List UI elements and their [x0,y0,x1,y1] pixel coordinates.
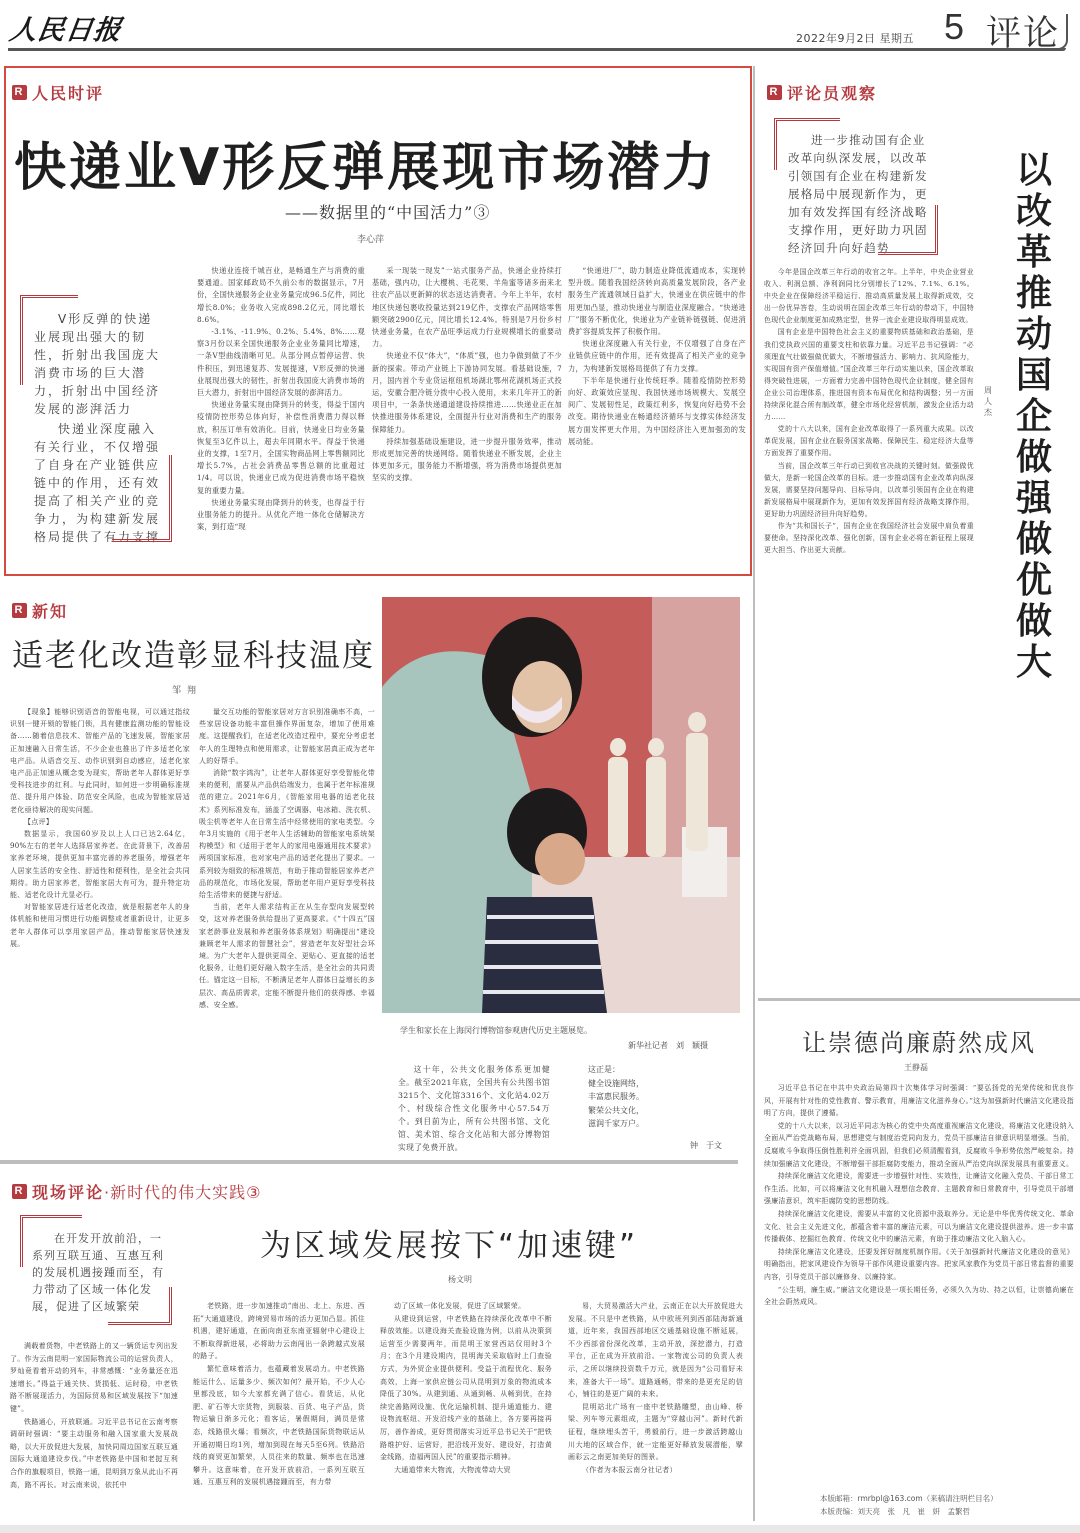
top-article-column-1 [197,265,365,571]
paragraph: 持续深化廉洁文化建设，需要进一步增强针对性、实效性，让廉洁文化融入党员、干部日常工作生活。比如，可以将廉洁文化有机融入理想信念教育、主题教育和日常教育中，引导党员干部增强廉洁意识，筑牢拒腐防变的思想防线。 [764,1172,1074,1206]
kicker-series-label: ·新时代的伟大实践③ [104,1183,262,1202]
culture-stats-text [398,1063,550,1153]
poem [588,1063,644,1131]
paragraph: 下半年是快递行业传统旺季。随着疫情防控形势向好、政策效应显现、我国快递市场规模大、发展空间广、发展韧性足，政策红利多，恢复向好趋势不会改变。期待快递业在畅通经济循环与支撑实体经济发展方面发挥更大作用，为中国经济注入更加强劲的发展动能。 [568,375,746,446]
quote-bracket-bottom-right [108,1287,172,1325]
observer-author: 周人杰 [984,386,992,417]
footer-editors: 本版责编：刘天亮 张 凡 崔 妍 孟繁哲 [820,1507,970,1516]
r-logo-icon: R [12,85,27,100]
paragraph: 快递业务量实现由降到升的转变，得益于国内疫情防控形势总体向好，补偿性消费潜力得以释放，积压订单有效消化。目前，快递业日均业务量恢复至3亿件以上，超去年同期水平。得益于快递业的支撑，1至7月，全国实物商品网上零售额同比增长5.7%，占社会消费品零售总额的比重超过1/4。可以说，快递业已成为促进消费市场平稳恢复的重要力量。 [197,400,365,495]
region-headline[interactable]: 为区域发展按下“加速键” [260,1228,639,1264]
paragraph: 作为“共和国长子”，国有企业在我国经济社会发展中肩负着重要使命。坚持深化改革、强化创新，国有企业必将在新征程上展现更大担当、作出更大贡献。 [764,521,974,555]
quote-bracket-bottom-right [112,455,172,542]
xinzhi-column-1 [10,706,190,1126]
paragraph: “公生明，廉生威。”廉洁文化建设是一项长期任务，必须久久为功、持之以恒，让崇德尚廉在全社会蔚然成风。 [764,1285,1074,1307]
lian-headline[interactable]: 让崇德尚廉蔚然成风 [802,1029,1036,1057]
observer-kicker [767,81,877,104]
kicker-label: 评论员观察 [787,84,878,103]
paragraph: 快递业深度融入有关行业，不仅增强了自身在产业链供应链中的作用，还有效提高了相关产业的竞争力，为构建新发展格局提供了有力支撑。 [568,339,746,373]
top-article-author: 李心萍 [357,235,385,245]
paragraph: 易，大贸易激活大产业，云南正在以大开放促进大发展。不只是中老铁路，从中欧班列到西部陆海新通道，近年来，我国西部地区交通基础设施不断延展，不少西部省份深化改革，主动开放，深挖潜力，打造平台，正在成为开放前沿。一家物流公司的负责人表示，之所以继续投资数千万元，就是因为“公司看好未来，准备大干一场”。道路通畅，带来的是更充足的信心，铺往的是更广阔的未来。 [568,1302,743,1399]
paragraph: 这十年，公共文化服务体系更加健全。截至2021年底，全国共有公共图书馆3215个、文化馆3316个、文化站4.02万个、村级综合性文化服务中心57.54万个。到目前为止，所有公共图书馆、文化馆、美术馆、综合文化站和大部分博物馆实现了免费开放。 [398,1065,550,1152]
museum-photo[interactable] [382,597,740,1013]
xinzhi-kicker [12,599,68,622]
paragraph: 满载着货物，中老铁路上的又一辆货运专列出发了。作为云南昆明一家国际物流公司的运营负责人，罗灿竟看着开动的列车，非常感慨：“业务量还在迅速增长。”得益于通关快、货损低、运时稳，中老铁路不断展现活力，为国际贸易和区域发展按下“加速键”。 [10,1342,178,1413]
lian-body [764,1082,1074,1480]
paragraph: -3.1%、-11.9%、0.2%、5.4%、8%……观察3月份以来全国快递服务企业业务量同比增速，一条V型曲线清晰可见。从部分网点暂停运营、快件积压，到迅速复苏、发展提速，V形反弹的快递业展现出强大的韧性，折射出我国庞大消费市场的巨大潜力，折射出中国经济发展的澎湃活力。 [197,327,365,398]
paragraph: 从建设到运营，中老铁路在持续深化改革中不断释放效能。以建设海关查验设施为例，以前从决策到运营至少需要两年，而昆明王家营西站仅用时3个月；在3个月建设期内，昆明海关采取临时上门查验方式，为外贸企业提供便利。受益于流程优化、服务高效，上海一家供应链公司从昆明到万象的物流成本降低了30%。从建到通、从通到畅、从畅到优，在持续完善路网设施、优化运输机制、提升通道能力、建设物流枢纽、开发沿线产业的基础上，各方要再接再厉，善作善成，更好贯彻落实习近平总书记关于“把铁路维护好、运营好，把沿线开发好、建设好，打造黄金线路，造福两国人民”的重要指示精神。 [380,1314,552,1462]
paragraph: 快递业不仅“体大”，“体质”强，也力争做到做了不少新的探索。带动产业链上下游协同发展。看基础设施，7月，国内首个专业货运枢纽机场湖北鄂州花湖机场正式投运，安徽合肥冷链分拨中心投入使用，未来几年开工的新项目中，一条条快递通道建设持续推进……快递业正在加快推进服务体系建设，全面提升行业对消费和生产的服务保障能力。 [372,351,562,434]
paragraph: 快递业连接千城百业，是畅通生产与消费的重要通道。国家邮政局不久前公布的数据显示，7月份，全国快递服务企业业务量完成96.5亿件，同比增长8.0%；业务收入完成898.2亿元，同比增长8.6%。 [197,266,365,324]
paragraph: 大通道带来大物流，大物流带动大贸 [394,1465,511,1474]
region-column-1 [10,1340,178,1518]
poem-line: 滋润千家万户。 [588,1119,644,1128]
paragraph: 【现象】能够识别语音的智能电视，可以通过指纹识别一键开锁的智能门锁，具有健康监测功能的智能设备……随着信息技术、智能产品的飞速发展，智能家居正加速融入日常生活，不少企业也推出了许多适老化家电产品。从语音交互、动作识别到自动感应，适老化家电产品正加速从概念变为现实，帮助老年人群体更好享受科技进步的红利。与此同时，如何进一步明确标准规范、提升用户体验、防范安全风险，也成为智能家居适老化亟待解决的现实问题。 [10,708,190,814]
region-pull-quote: 在开发开放前沿，一系列互联互通、互惠互利的发展机遇接踵而至，有力带动了区域一体化发展，促进了区域繁荣 [32,1232,164,1313]
paragraph: 习近平总书记在中共中央政治局第四十次集体学习时强调：“要弘扬党的光荣传统和优良作风，开展有针对性的党性教育、警示教育，用廉洁文化滋养身心。”这为加强新时代廉洁文化建设指明了方向，提供了遵循。 [764,1084,1074,1118]
poem-line: 丰富惠民服务。 [588,1092,644,1101]
paragraph: 党的十八大以来，国有企业改革取得了一系列重大成果。以改革促发展，国有企业在服务国家战略、保障民生、稳定经济大盘等方面发挥了重要作用。 [764,425,974,458]
paragraph: 动了区域一体化发展，促进了区域繁荣。 [394,1302,526,1310]
section-divider [0,1160,738,1164]
paragraph: 采一现装一现发”一站式服务产品，快递企业持续打基础，强内功，让大樱桃、毛花果、羊角蜜等诸多南来北往农产品以更新鲜的状态送达消费者。今年上半年，农村地区快递包裹收投量达到219亿件，支撑农产品网络零售额突破2900亿元，同比增长12.4%。特别是7月份乡村快递业务量，在农产品旺季运成力行业规模增长的重要动力。 [372,266,562,349]
photo-caption: 学生和家长在上海闵行博物馆参观唐代历史主题展览。 [400,1026,592,1035]
paragraph: 持续深化廉洁文化建设，需要从丰富的文化资源中汲取养分。无论是中华优秀传统文化、革命文化、社会主义先进文化，都蕴含着丰富的廉洁元素，可以为廉洁文化建设提供滋养。进一步丰富传播载体、挖掘红色教育、传统文化中的廉洁元素，有助于推动廉洁文化入脑入心。 [764,1209,1074,1244]
page-bottom-bar [0,1525,1080,1533]
poem-line: 健全设施网络， [588,1078,644,1088]
section-divider [758,998,1080,1001]
r-logo-icon: R [12,1184,27,1199]
r-logo-icon: R [12,603,27,618]
quote-bracket-bottom-right [878,205,938,255]
paragraph: 持续深化廉洁文化建设，还要发挥好制度机制作用。《关于加强新时代廉洁文化建设的意见》明确指出，把家风建设作为领导干部作风建设重要内容。把家风家教作为党员干部日常监督的重要内容，引导党员干部以廉修身、以廉持家。 [764,1247,1074,1281]
paragraph: 当前，老年人需求结构正在从生存型向发展型转变，这对养老服务供给提出了更高要求。《“十四五”国家老龄事业发展和养老服务体系规划》明确提出“建设兼顾老年人需求的智慧社会”，营造老年友好型社会环境。为广大老年人提供更周全、更贴心、更直接的适老化服务，让他们更好融入数字生活，是全社会的共同责任。锚定这一目标，不断满足老年人群体日益增长的多层次、高品质需求，定能不断提升他们的获得感、幸福感、安全感。 [199,903,375,1009]
observer-pull-quote: 进一步推动国有企业改革向纵深发展，以改革引领国有企业在构建新发展格局中展现新作为，更加有效发挥国有经济战略支撑作用，更好助力巩固经济回升向好趋势 [788,133,928,255]
paragraph: 快递业务量实现由降到升的转变，也得益于行业服务能力的提升。从优化产地一体化仓储解决方案，到打造“现 [197,497,365,532]
observer-headline[interactable]: 以改革推动国企做强做优做大 [1015,150,1052,683]
paragraph: （作者为本报云南分社记者） [582,1465,677,1474]
top-article-headline[interactable]: 快递业V形反弹展现市场潜力 [14,138,718,198]
column-rule [753,66,755,1521]
paragraph: 今年是国企改革三年行动的收官之年。上半年，中央企业营业收入、利润总额、净利润同比分别增长了12%、7.1%、6.1%。中央企业在保障经济平稳运行、推动高质量发展上取得新成效，交出一份优异答卷，生动说明在国企改革三年行动的带动下，中国特色现代企业制度更加成熟定型，世界一流企业建设取得明显成效。 [764,268,974,325]
paragraph: “快递进厂”，助力制造业降低流通成本，实现转型升级。随着我国经济转向高质量发展阶段，各产业服务生产流通领域日益扩大，快递业在供应链中的作用更加凸显，推动快递业与制造业深度融合。“快递进厂”服务不断优化，快递业为产业链补链强链、促进消费扩容提质发挥了积极作用。 [568,266,746,337]
photo-illustration [382,597,740,1013]
paragraph: 【点评】 [24,817,54,826]
top-article-column-3 [568,265,746,571]
pull-quote-1: V形反弹的快递业展现出强大的韧性，折射出我国庞大消费市场的巨大潜力，折射出中国经济发展的澎湃活力 [34,312,161,416]
kicker-label: 现场评论 [32,1183,105,1202]
paragraph: 国有企业是中国特色社会主义的重要物质基础和政治基础，是我们党执政兴国的重要支柱和依靠力量。习近平总书记强调：“必须理直气壮做强做优做大，不断增强活力、影响力、抗风险能力，实现国有资产保值增值。”国企改革三年行动实施以来，国企改革取得突破性进展，一方面着力完善中国特色现代企业制度，健全国有企业公司治理体系，推进国有资本布局优化和结构调整；另一方面持续深化混合所有制改革，健全市场化经营机制，激发企业活力动力…… [764,328,974,422]
top-article-kicker [12,81,104,104]
region-author: 杨文明 [448,1275,472,1284]
pull-quote-2: 快递业深度融入有关行业，不仅增强了自身在产业链供应链中的作用，还有效提高了相关产业的竞争力，为构建新发展格局提供了有力支撑 [34,422,161,544]
poem-line: 这正是： [588,1065,620,1074]
paragraph: 数据显示，我国60岁及以上人口已达2.64亿，90%左右的老年人选择居家养老。在此背景下，改善居家养老环境，提供更加丰富完善的养老服务，增强老年人居家生活的安全性、舒适性和便利性，是全社会共同期待。助力居家养老，智能家居大有可为，提升特定功能、适老化设计尤显必行。 [10,830,190,900]
masthead [0,0,1080,55]
newspaper-logo: 人民日报 [7,15,124,46]
paragraph: 繁忙意味着活力，也蕴藏着发展动力。中老铁路能运什么、运量多少、频次如何？最开始，不少人心里都没底，如今大家都充满了信心。看货运，从化肥、矿石等大宗货物，到服装、百货、电子产品，货物运输日渐多元化；看客运，暑假期间，满员是常态，线路很火爆；看频次，中老铁路国际货物联运从开通初期日均1列，增加到现在每天5至6列。铁路沿线的商贸更加繁荣，人员往来的数量、频率也在迅速攀升。这意味着，在开发开放前沿，一系列互联互通、互惠互利的发展机遇接踵而至，有力带 [193,1364,365,1487]
paragraph: 铁路通心，开放联通。习近平总书记在云南考察调研时强调：“要主动服务和融入国家重大发展战略，以大开放促进大发展，加快同周边国家互联互通国际大通道建设步伐。”中老铁路是中国和老挝互利合作的旗舰项目，铁路一通，昆明到万象从此山不再高，路不再长。对云南来说，依托中 [10,1417,178,1489]
top-article-subheadline: ——数据里的“中国活力”③ [285,203,491,222]
paragraph: 消除“数字鸿沟”，让老年人群体更好享受智能化带来的便利，需要从产品供给端发力，也属于老年标准规范的建立。2021年6月，《智能家用电器的适老化技术》系列标准发布，涵盖了空调器、电冰箱、洗衣机、吸尘机等老年人在日常生活中经常使用的家电类型。今年3月实施的《用于老年人生活辅助的智能家电系统架构模型》和《适用于老年人的家用电器通用技术要求》两项国家标准，也对家电产品的适老化提出了要求。一系列较为细致的标准规范，有助于推动智能居家养老产品的规范化，市场化发展，帮助老年用户更好享受科技给生活带来的便捷与舒适。 [199,769,375,900]
paragraph: 老铁路，进一步加速推动“南出、北上、东进、西拓”大通道建设，跨境贸易市场的活力更加凸显。抓住机遇，建好通道，在面向南亚东南亚辐射中心建设上不断取得新进展，必将助力云南闯出一条跨越式发展的路子。 [193,1302,365,1361]
lian-author: 王静磊 [904,1063,928,1072]
region-column-3 [380,1300,552,1518]
paragraph: 当前，国企改革三年行动已到收官决战的关键时刻。做强做优做大，是新一轮国企改革的目标。进一步推动国有企业改革向纵深发展，需要坚持问题导向、目标导向，以改革引领国有企业在构建新发展格局中展现新作为，更加有效发挥国有经济战略支撑作用，更好助力巩固经济回升向好趋势。 [764,461,974,518]
page-footer-info [820,1492,998,1518]
region-column-4 [568,1300,743,1518]
r-logo-icon: R [767,85,782,100]
poem-author: 钟 于文 [690,1141,722,1150]
photo-credit: 新华社记者 刘 颖摄 [628,1041,708,1050]
xinzhi-column-2 [199,706,375,1126]
kicker-label: 人民时评 [32,84,105,103]
paragraph: 量交互功能的智能家居对方言识别准确率不高，一些家居设备功能丰富但操作界面复杂，增加了使用难度。这提醒我们，在适老化改造过程中，要充分考虑老年人的生理特点和使用需求，让智能家居真正成为老年人的好帮手。 [199,708,375,765]
kicker-label: 新知 [32,602,69,621]
poem-line: 繁荣公共文化， [588,1105,644,1115]
top-article-column-2 [372,265,562,571]
page-section: 评论 [986,14,1061,54]
paragraph: 对智能家居进行适老化改造，就是根据老年人的身体机能和使用习惯进行功能调整或者重新设计，让更多老年人群体可以享用家居产品，推动智能家居快速发展。 [10,903,190,948]
footer-email: 本版邮箱：rmrbpl@163.com（来稿请注明栏目名） [820,1494,998,1503]
region-column-2 [193,1300,365,1518]
observer-body [764,266,974,996]
paragraph: 昆明站北广场有一座中老铁路雕塑，由山峰、桥梁、列车等元素组成，主题为“穿越山河”。新时代新征程，继续埋头苦干，勇毅前行，进一步激活跨越山川大地的区域合作，就一定能更好释放发展潜能，擘画彩云之南更加美好的图景。 [568,1402,743,1462]
paragraph: 持续加强基础设施建设，进一步提升服务效率，推动形成更加完善的快递网络。随着快递业不断发展，企业主体更加多元，服务能力不断增强，将为消费市场提供更加坚实的支撑。 [372,436,562,483]
xinzhi-author: 邹翔 [172,686,203,696]
region-kicker [12,1180,261,1203]
masthead-rule [8,48,1066,51]
paragraph: 党的十八大以来，以习近平同志为核心的党中央高度重视廉洁文化建设，将廉洁文化建设纳入全面从严治党战略布局，思想建党与制度治党同向发力，党员干部廉洁自律意识明显增强。当前，反腐败斗争取得压倒性胜利并全面巩固，但我们必须清醒看到，反腐败斗争形势依然严峻复杂。持续加强廉洁文化建设，不断增强干部拒腐防变能力，推动全面从严治党向纵深发展具有重要意义。 [764,1121,1074,1168]
xinzhi-headline[interactable]: 适老化改造彰显科技温度 [12,638,375,674]
page-number: 5 [944,6,965,47]
issue-date: 2022年9月2日 星期五 [796,32,914,45]
